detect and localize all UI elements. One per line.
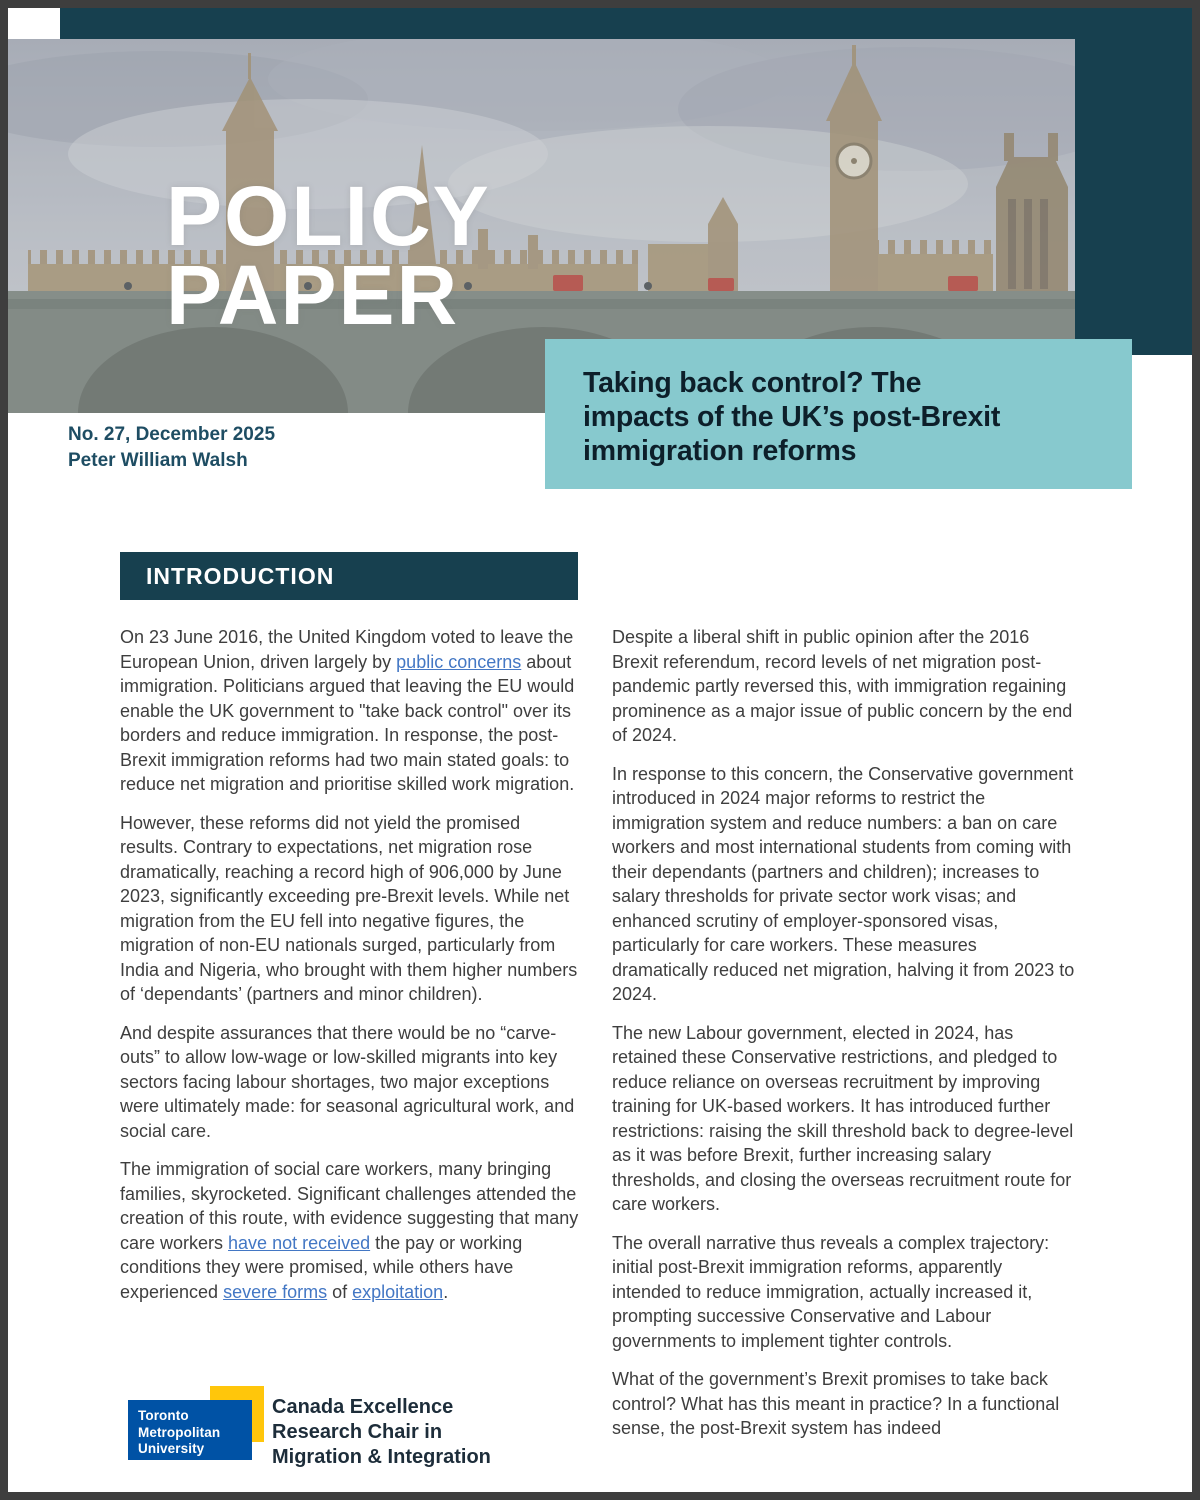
byline <box>68 422 275 474</box>
text-link[interactable]: severe forms <box>223 1281 328 1302</box>
text-run: The immigration of social care workers, many bringing families, skyrocketed. Significant challenges attended the creation of this route, with evidence suggesting that many care workers <box>120 1159 579 1253</box>
research-chair-line: Migration & Integration <box>272 1446 491 1468</box>
text-run: The new Labour government, elected in 2024, has retained these Conservative restrictions, and pledged to reduce reliance on overseas recruitment by improving training for UK-based workers. It has introduced further restrictions: raising the skill threshold back to degree-level as it was before Brexit, further increasing salary thresholds, and closing the overseas recruitment route for care workers. <box>612 1022 1074 1214</box>
text-run: of <box>327 1281 353 1302</box>
header-side-panel <box>1075 8 1192 355</box>
intro-right-column <box>612 625 1076 1455</box>
text-link[interactable]: have not received <box>228 1232 371 1253</box>
tmu-logo-line: Metropolitan <box>138 1424 221 1440</box>
tmu-logo-line: Toronto <box>138 1408 189 1423</box>
text-run: What of the government’s Brexit promises to take back control? What has this meant in practice? In a functional sense, the post-Brexit system has indeed <box>612 1369 1060 1438</box>
author-name: Peter William Walsh <box>68 450 248 471</box>
section-heading-label: INTRODUCTION <box>146 563 335 589</box>
paper-title-box <box>545 339 1132 489</box>
text-run: On 23 June 2016, the United Kingdom voted to leave the European Union, driven largely by <box>120 627 574 672</box>
paper-title-line: Taking back control? The <box>583 367 922 399</box>
text-run: However, these reforms did not yield the promised results. Contrary to expectations, net migration rose dramatically, reaching a record high of 906,000 by June 2023, significantly exceeding pre-Brexit levels. While net migration from the EU fell into negative figures, the migration of non-EU nationals surged, particularly from India and Nigeria, who brought with them higher numbers of ‘dependants’ (partners and minor children). <box>120 812 578 1004</box>
issue-number: No. 27, December 2025 <box>68 424 276 445</box>
text-link[interactable]: exploitation <box>352 1281 444 1302</box>
paragraph <box>612 625 1076 748</box>
research-chair-line: Research Chair in <box>272 1421 443 1443</box>
policy-paper-kicker <box>166 169 491 342</box>
paragraph <box>612 1367 1076 1441</box>
text-run: the pay or working conditions they were promised, while others have experienced <box>120 1232 523 1302</box>
text-run: . <box>443 1281 449 1302</box>
text-run: about immigration. Politicians argued that leaving the EU would enable the UK government to "take back control" over its borders and reduce immigration. In response, the post-Brexit immigration reforms had two main stated goals: to reduce net migration and prioritise skilled work migration. <box>120 651 575 794</box>
kicker-line: POLICY <box>166 169 491 263</box>
paragraph <box>120 1157 580 1304</box>
paragraph <box>120 625 580 797</box>
kicker-line: PAPER <box>166 248 460 342</box>
tmu-logo-line: University <box>138 1441 205 1456</box>
text-run: And despite assurances that there would be no “carve-outs” to allow low-wage or low-skilled migrants into key sectors facing labour shortages, two major exceptions were ultimately made: for seasonal agricultural work, and social care. <box>120 1022 575 1141</box>
paragraph <box>612 1231 1076 1354</box>
document-page <box>8 8 1192 1492</box>
text-run: Despite a liberal shift in public opinion after the 2016 Brexit referendum, record levels of net migration post-pandemic partly reversed this, with immigration regaining prominence as a major issue of public concern by the end of 2024. <box>612 627 1073 745</box>
text-run: The overall narrative thus reveals a complex trajectory: initial post-Brexit immigration reforms, apparently intended to reduce immigration, actually increased it, prompting successive Conservative and Labour governments to implement tighter controls. <box>612 1232 1050 1351</box>
paragraph <box>612 1021 1076 1217</box>
text-run: In response to this concern, the Conservative government introduced in 2024 major reforms to restrict the immigration system and reduce numbers: a ban on care workers and most international students from coming with their dependants (partners and children); increases to salary thresholds for private sector work visas; and enhanced scrutiny of employer-sponsored visas, particularly for care workers. These measures dramatically reduced net migration, halving it from 2023 to 2024. <box>612 763 1075 1004</box>
tmu-logo <box>128 1400 252 1460</box>
research-chair-line: Canada Excellence <box>272 1396 454 1418</box>
header-top-bar <box>60 8 1192 39</box>
text-link[interactable]: public concerns <box>396 651 522 672</box>
research-chair-label <box>272 1395 491 1470</box>
paragraph <box>120 811 580 1007</box>
paper-title-line: impacts of the UK’s post-Brexit <box>583 401 1001 433</box>
intro-left-column <box>120 625 580 1318</box>
paragraph <box>612 762 1076 1007</box>
paper-title-line: immigration reforms <box>583 435 857 467</box>
paragraph <box>120 1021 580 1144</box>
section-heading-introduction <box>120 552 578 600</box>
